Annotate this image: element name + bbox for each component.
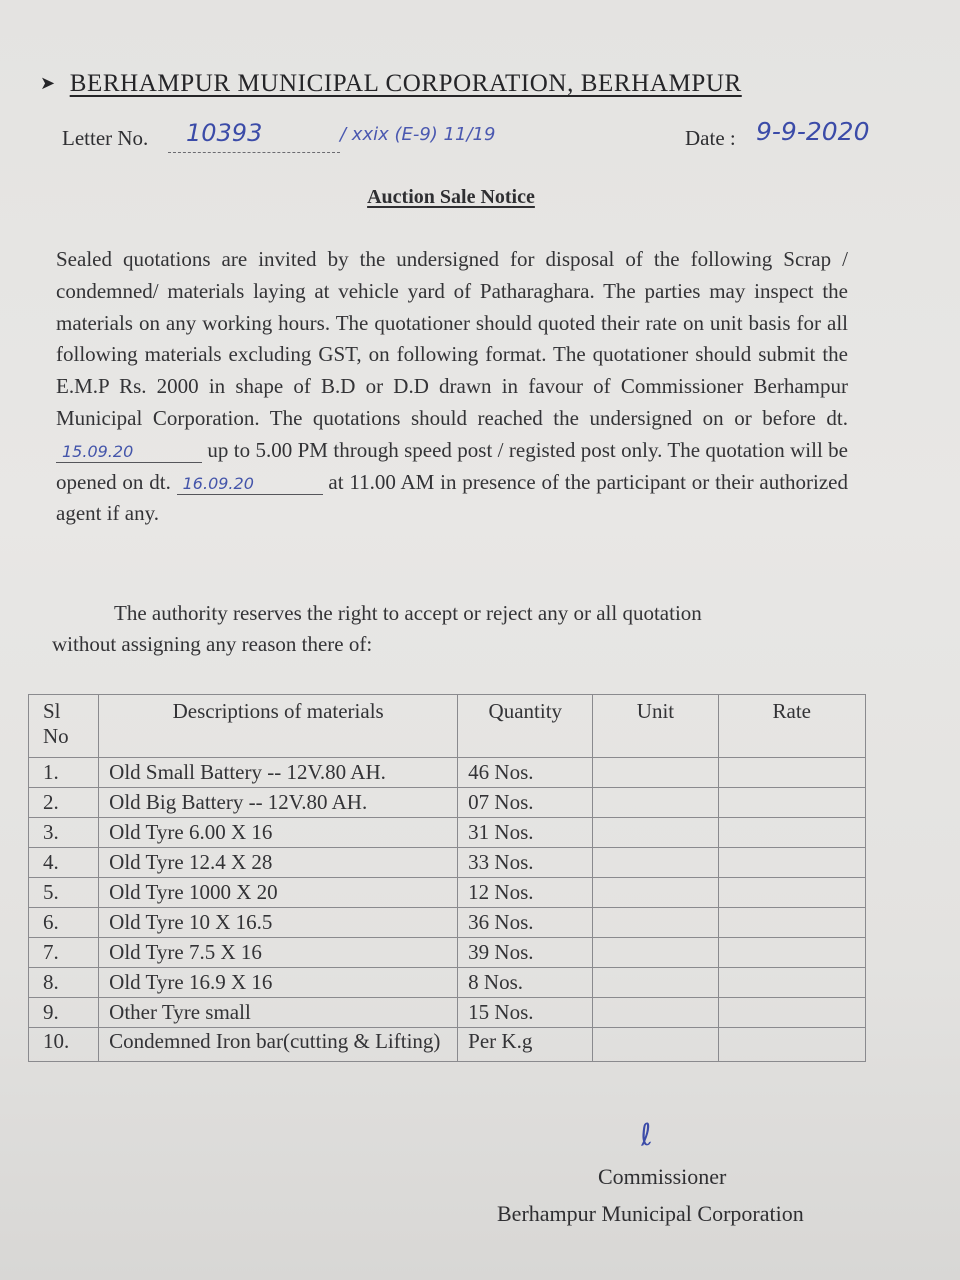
table-row — [29, 1028, 866, 1062]
row-unit[interactable] — [593, 788, 718, 818]
opening-date: 16.09.20 — [177, 474, 323, 495]
table-row — [29, 818, 866, 848]
table-row — [29, 788, 866, 818]
row-sl: 5. — [29, 878, 99, 908]
row-unit[interactable] — [593, 968, 718, 998]
row-unit[interactable] — [593, 758, 718, 788]
table-header-row — [29, 695, 866, 758]
row-sl: 8. — [29, 968, 99, 998]
row-rate[interactable] — [718, 878, 866, 908]
row-unit[interactable] — [593, 938, 718, 968]
row-rate[interactable] — [718, 968, 866, 998]
header-quantity: Quantity — [458, 695, 593, 758]
header-rate: Rate — [718, 695, 866, 758]
row-description: Old Big Battery -- 12V.80 AH. — [99, 788, 458, 818]
date-value: 9-9-2020 — [756, 117, 870, 146]
row-quantity: 15 Nos. — [458, 998, 593, 1028]
row-quantity: 46 Nos. — [458, 758, 593, 788]
row-description: Old Tyre 1000 X 20 — [99, 878, 458, 908]
reserve-line-1: The authority reserves the right to accept or reject any or all quotation — [114, 601, 702, 625]
row-unit[interactable] — [593, 878, 718, 908]
row-rate[interactable] — [718, 758, 866, 788]
table-row — [29, 878, 866, 908]
row-description: Old Tyre 7.5 X 16 — [99, 938, 458, 968]
row-rate[interactable] — [718, 848, 866, 878]
row-description: Other Tyre small — [99, 998, 458, 1028]
row-unit[interactable] — [593, 818, 718, 848]
row-unit[interactable] — [593, 848, 718, 878]
row-sl: 9. — [29, 998, 99, 1028]
row-rate[interactable] — [718, 788, 866, 818]
arrow-bullet-icon: ➤ — [40, 73, 56, 93]
header-sl-no: Sl No — [29, 695, 99, 758]
header-description: Descriptions of materials — [99, 695, 458, 758]
letter-number-label: Letter No. — [62, 126, 149, 150]
reserve-line-2: without assigning any reason there of: — [52, 632, 373, 656]
corporation-header — [40, 70, 860, 98]
row-sl: 4. — [29, 848, 99, 878]
row-quantity: 36 Nos. — [458, 908, 593, 938]
row-quantity: 39 Nos. — [458, 938, 593, 968]
materials-table — [28, 694, 866, 1062]
row-quantity: Per K.g — [458, 1028, 593, 1062]
table-row — [29, 848, 866, 878]
header-unit: Unit — [593, 695, 718, 758]
corporation-title: BERHAMPUR MUNICIPAL CORPORATION, BERHAMPUR — [69, 70, 742, 97]
table-row — [29, 908, 866, 938]
body-text-part-2: up to 5.00 PM through speed post / registed post only. The quotation will be opened on dt. — [56, 437, 848, 494]
row-unit[interactable] — [593, 908, 718, 938]
row-description: Old Tyre 12.4 X 28 — [99, 848, 458, 878]
row-rate[interactable] — [718, 998, 866, 1028]
row-quantity: 33 Nos. — [458, 848, 593, 878]
row-description: Old Small Battery -- 12V.80 AH. — [99, 758, 458, 788]
row-description: Condemned Iron bar(cutting & Lifting) — [99, 1028, 458, 1062]
row-description: Old Tyre 6.00 X 16 — [99, 818, 458, 848]
signatory-title: Commissioner — [598, 1164, 727, 1189]
notice-title: Auction Sale Notice — [367, 186, 535, 208]
row-sl: 1. — [29, 758, 99, 788]
row-quantity: 31 Nos. — [458, 818, 593, 848]
row-sl: 2. — [29, 788, 99, 818]
letter-number-value: 10393 — [168, 119, 340, 153]
table-row — [29, 938, 866, 968]
table-row — [29, 968, 866, 998]
notice-body-paragraph — [56, 244, 848, 530]
submission-date: 15.09.20 — [56, 442, 202, 463]
row-rate[interactable] — [718, 1028, 866, 1062]
reserve-rights-paragraph — [52, 598, 852, 660]
row-description: Old Tyre 16.9 X 16 — [99, 968, 458, 998]
body-text-part-3: at 11.00 AM in presence of the participant or their authorized agent if any. — [56, 469, 848, 526]
table-row — [29, 998, 866, 1028]
row-quantity: 8 Nos. — [458, 968, 593, 998]
table-row — [29, 758, 866, 788]
date-label: Date : — [685, 126, 736, 150]
row-sl: 6. — [29, 908, 99, 938]
row-rate[interactable] — [718, 908, 866, 938]
signatory-organization: Berhampur Municipal Corporation — [497, 1201, 804, 1226]
signature-mark: ℓ — [637, 1117, 655, 1154]
row-sl: 3. — [29, 818, 99, 848]
row-description: Old Tyre 10 X 16.5 — [99, 908, 458, 938]
body-text-part-1: Sealed quotations are invited by the undersigned for disposal of the following Scrap / condemned/ materials laying at vehicle yard of Patharaghara. The parties may inspect the materials on any working hours. The quotationer should quoted their rate on unit basis for all following materials excluding GST, on following format. The quotationer should submit the E.M.P Rs. 2000 in shape of B.D or D.D drawn in favour of Commissioner Berhampur Municipal Corporation. The quotations should reached the undersigned on or before dt. — [56, 247, 848, 430]
row-quantity: 07 Nos. — [458, 788, 593, 818]
letter-reference: / xxix (E-9) 11/19 — [340, 124, 496, 145]
row-rate[interactable] — [718, 938, 866, 968]
row-unit[interactable] — [593, 1028, 718, 1062]
row-sl: 10. — [29, 1028, 99, 1062]
row-quantity: 12 Nos. — [458, 878, 593, 908]
row-sl: 7. — [29, 938, 99, 968]
row-rate[interactable] — [718, 818, 866, 848]
row-unit[interactable] — [593, 998, 718, 1028]
